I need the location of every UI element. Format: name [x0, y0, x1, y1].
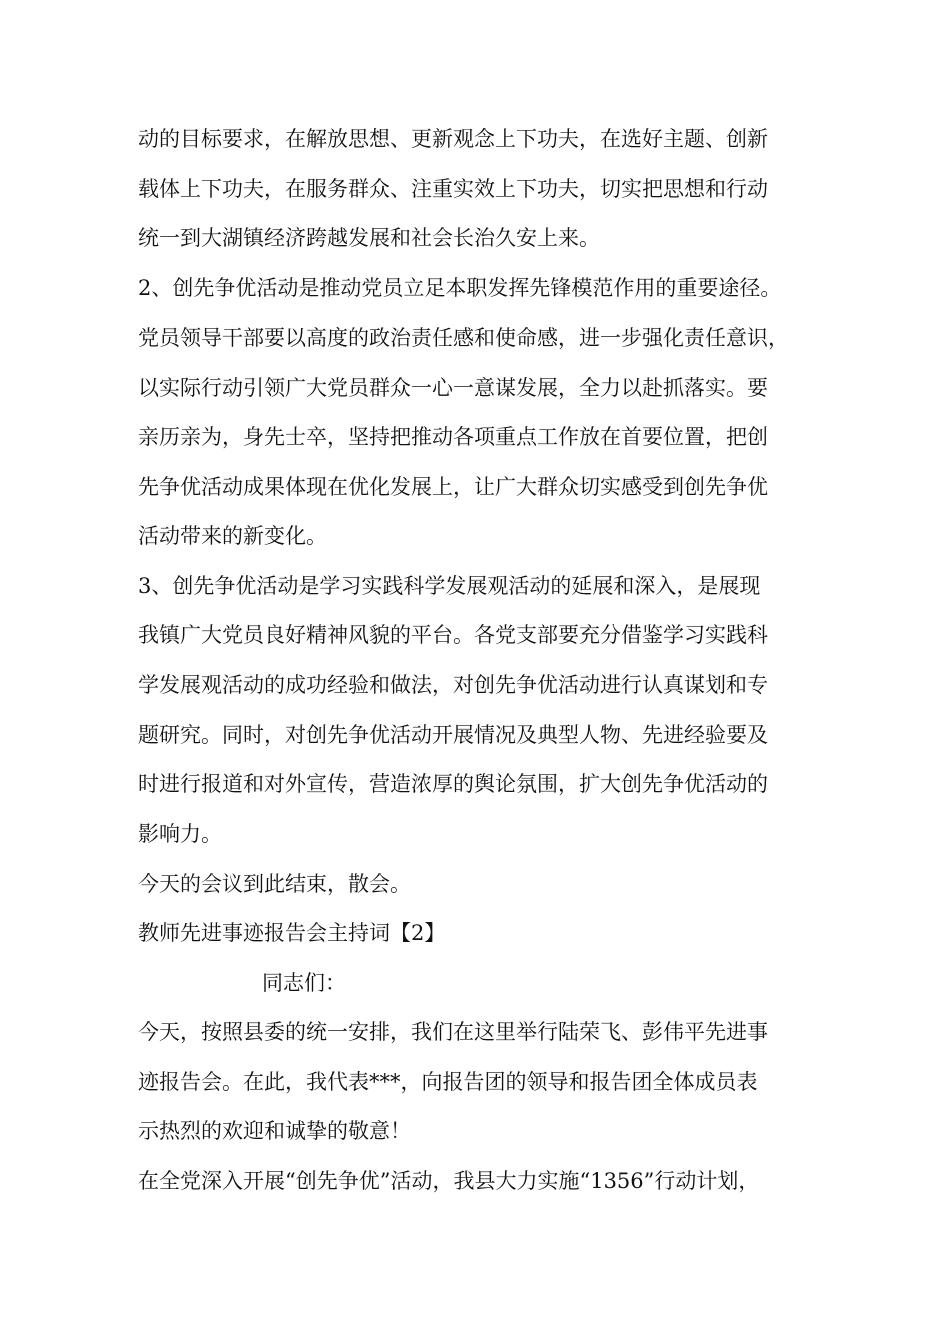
text-line: 在全党深入开展“创先争优”活动，我县大力实施“1356”行动计划， — [138, 1169, 760, 1193]
text-line: 示热烈的欢迎和诚挚的敬意！ — [138, 1119, 411, 1143]
text-line: 今天，按照县委的统一安排，我们在这里举行陆荣飞、彭伟平先进事 — [138, 1020, 768, 1044]
text-line: 2、创先争优活动是推动党员立足本职发挥先锋模范作用的重要途径。 — [138, 276, 782, 300]
section-heading: 教师先进事迹报告会主持词【2】 — [138, 921, 446, 945]
text-line: 3、创先争优活动是学习实践科学发展观活动的延展和深入，是展现 — [138, 574, 761, 598]
text-line: 题研究。同时，对创先争优活动开展情况及典型人物、先进经验要及 — [138, 723, 768, 747]
text-line: 亲历亲为，身先士卒，坚持把推动各项重点工作放在首要位置，把创 — [138, 425, 768, 449]
salutation: 同志们： — [262, 971, 346, 995]
text-line: 学发展观活动的成功经验和做法，对创先争优活动进行认真谋划和专 — [138, 673, 768, 697]
text-line: 统一到大湖镇经济跨越发展和社会长治久安上来。 — [138, 226, 600, 250]
text-line: 以实际行动引领广大党员群众一心一意谋发展，全力以赴抓落实。要 — [138, 376, 768, 400]
text-line: 先争优活动成果体现在优化发展上，让广大群众切实感受到创先争优 — [138, 475, 768, 499]
text-line: 我镇广大党员良好精神风貌的平台。各党支部要充分借鉴学习实践科 — [138, 623, 768, 647]
text-line: 时进行报道和对外宣传，营造浓厚的舆论氛围，扩大创先争优活动的 — [138, 772, 768, 796]
text-line: 活动带来的新变化。 — [138, 524, 327, 548]
text-line: 动的目标要求，在解放思想、更新观念上下功夫，在选好主题、创新 — [138, 127, 768, 151]
text-line: 今天的会议到此结束，散会。 — [138, 872, 411, 896]
text-line: 影响力。 — [138, 822, 222, 846]
text-line: 载体上下功夫，在服务群众、注重实效上下功夫，切实把思想和行动 — [138, 177, 768, 201]
text-line: 迹报告会。在此，我代表***，向报告团的领导和报告团全体成员表 — [138, 1070, 758, 1094]
text-line: 党员领导干部要以高度的政治责任感和使命感，进一步强化责任意识， — [138, 326, 789, 350]
